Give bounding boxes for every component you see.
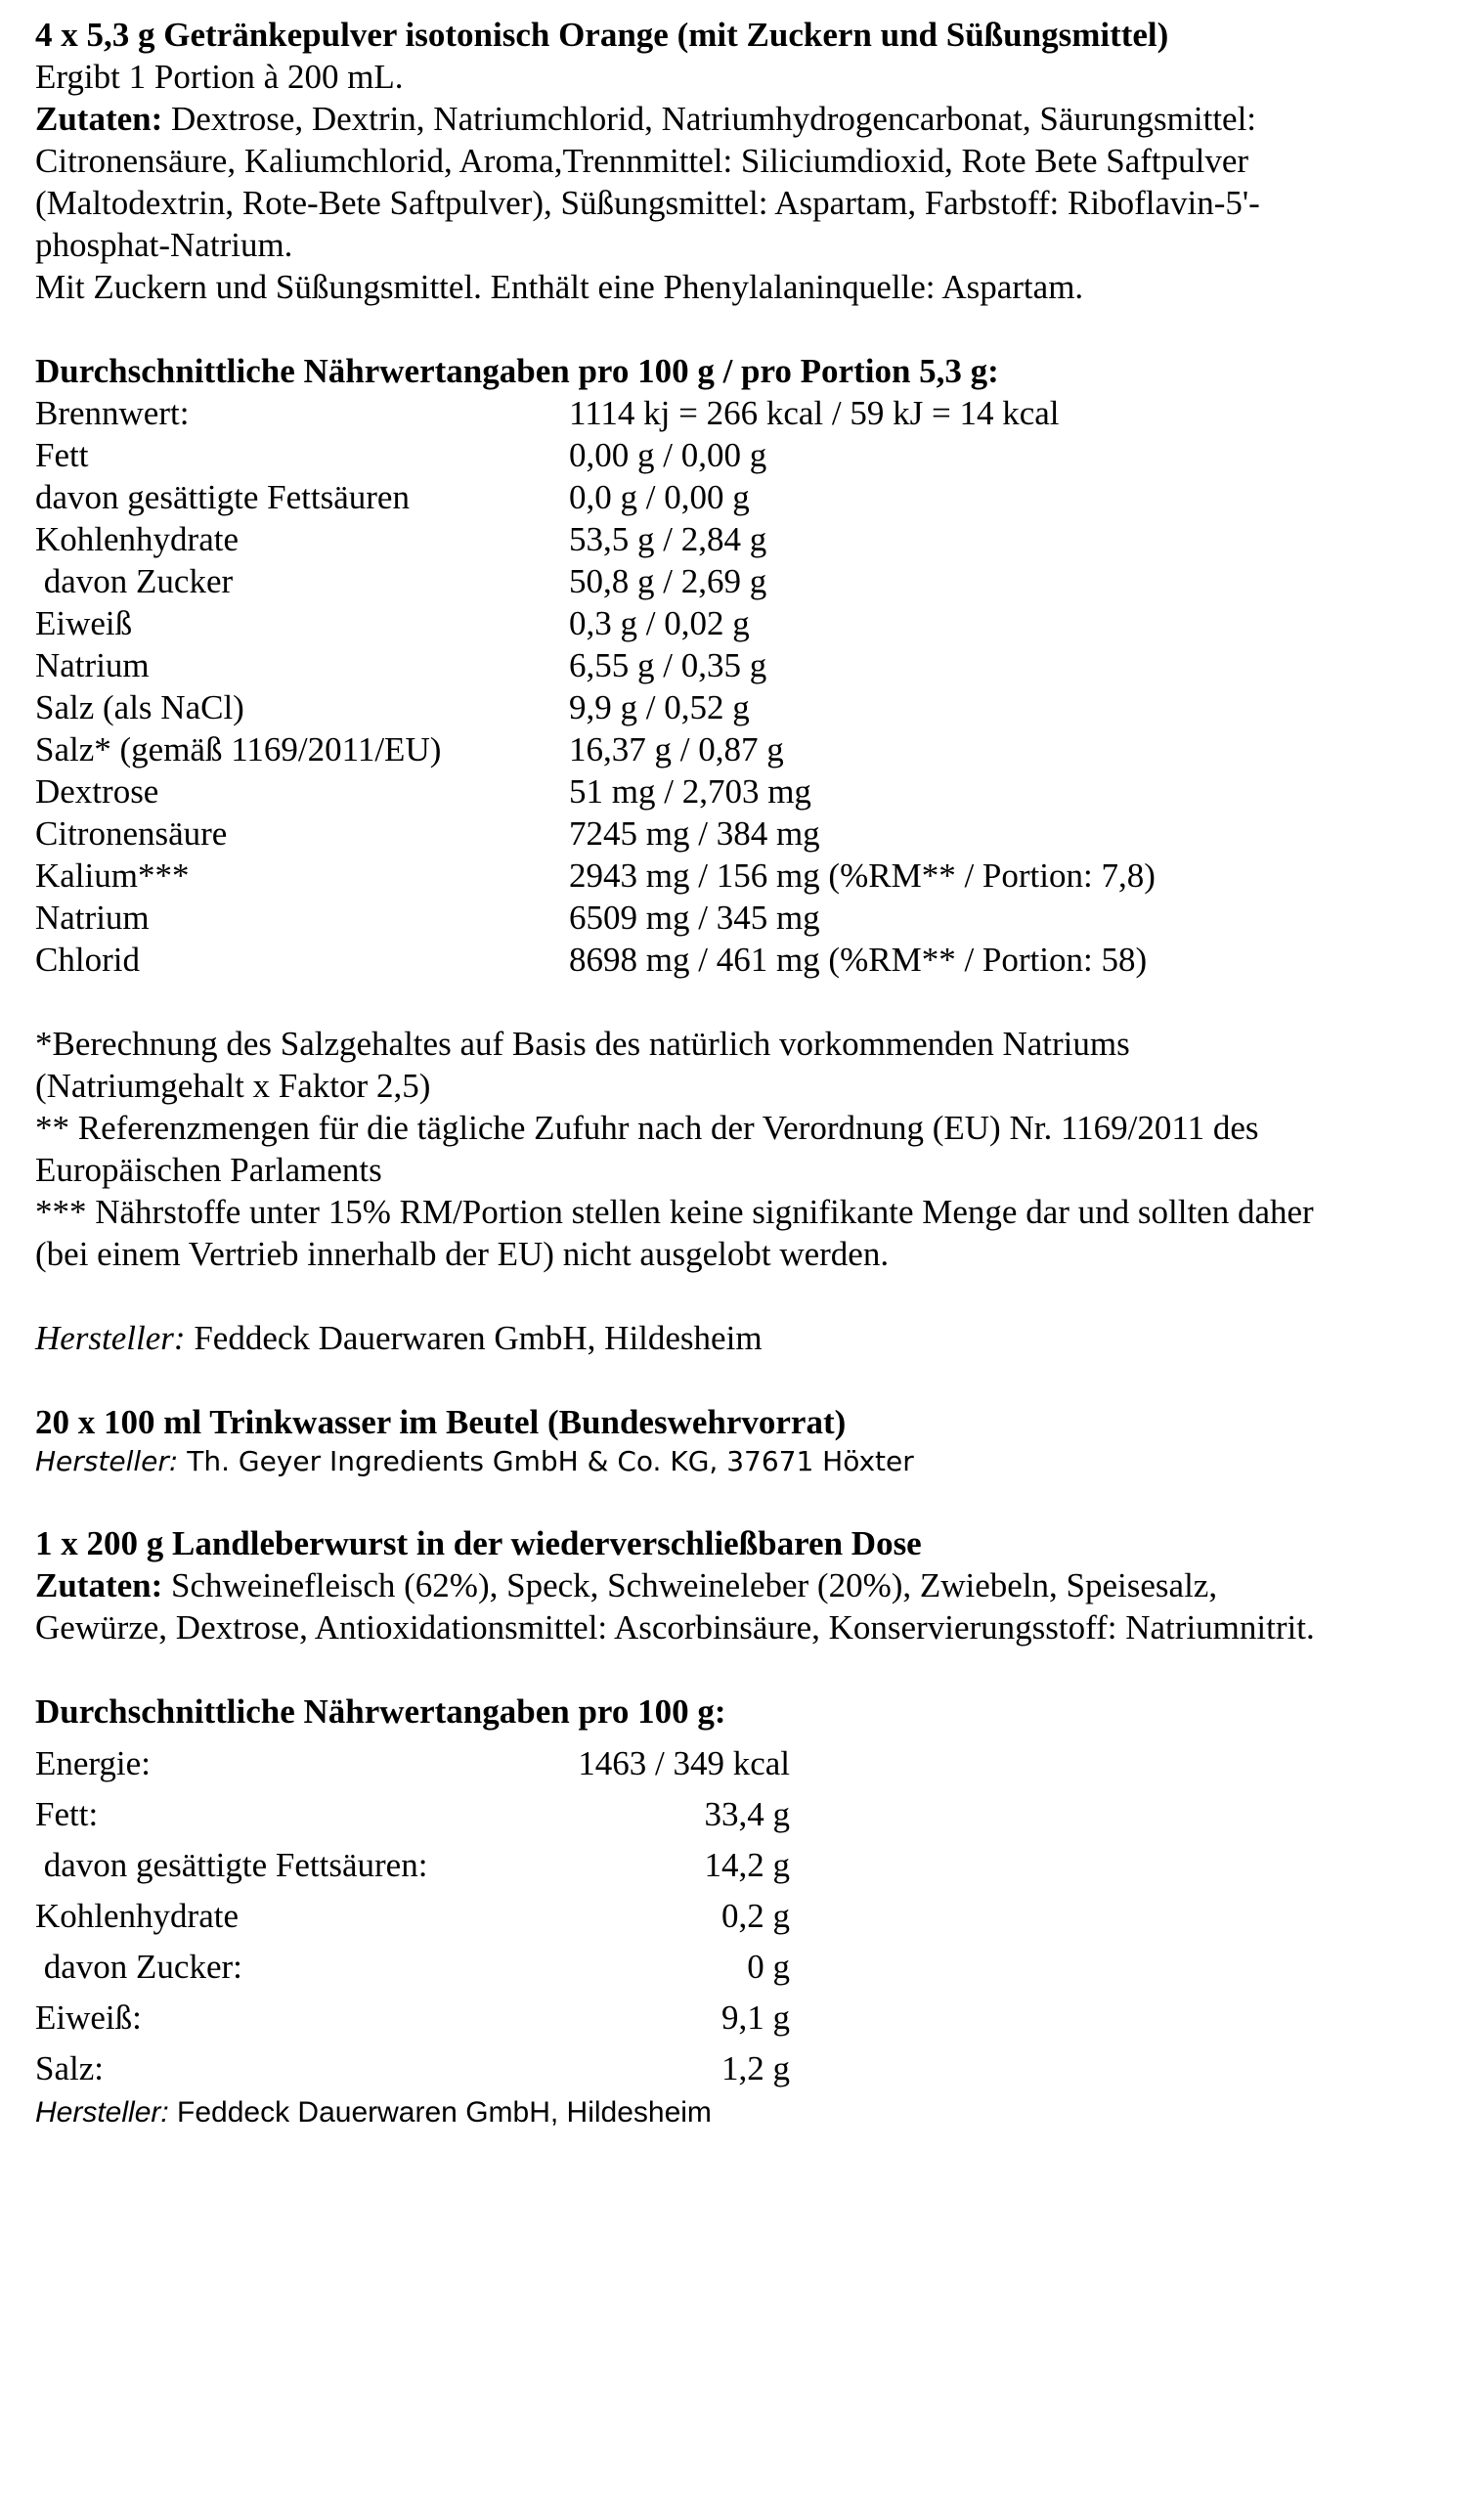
nutrient-value: 1,2 g [721, 2049, 790, 2087]
table-row [35, 518, 1156, 560]
table-row [35, 770, 1156, 812]
nutrient-value: 1114 kj = 266 kcal / 59 kJ = 14 kcal [569, 394, 1060, 432]
product-1-title: 4 x 5,3 g Getränkepulver isotonisch Orange (mit Zuckern und Süßungsmittel) [35, 16, 1169, 54]
nutrient-value: 6,55 g / 0,35 g [569, 646, 767, 684]
table-row [35, 855, 1156, 897]
nutrient-value: 16,37 g / 0,87 g [569, 730, 784, 768]
ingredients-line: Schweinefleisch (62%), Speck, Schweineleber (20%), Zwiebeln, Speisesalz, [162, 1566, 1218, 1604]
table-row [35, 1789, 790, 1840]
table-row [35, 602, 1156, 644]
nutrient-value: 6509 mg / 345 mg [569, 899, 820, 937]
nutrient-value: 53,5 g / 2,84 g [569, 520, 767, 558]
manufacturer-value: Feddeck Dauerwaren GmbH, Hildesheim [185, 1319, 763, 1357]
footnote-line: (bei einem Vertrieb innerhalb der EU) nicht ausgelobt werden. [35, 1235, 890, 1273]
product-2-manufacturer [35, 1443, 1453, 1480]
product-3-title: 1 x 200 g Landleberwurst in der wiederverschließbaren Dose [35, 1524, 922, 1562]
nutrient-value: 33,4 g [704, 1795, 790, 1833]
table-row [35, 1891, 790, 1942]
ingredients-label: Zutaten: [35, 1566, 163, 1604]
product-1-nutrition-table [35, 392, 1156, 981]
ingredients-line: Citronensäure, Kaliumchlorid, Aroma,Trennmittel: Siliciumdioxid, Rote Bete Saftpulver [35, 142, 1249, 180]
nutrient-label: Citronensäure [35, 814, 228, 853]
manufacturer-label: Hersteller: [35, 2096, 169, 2129]
ingredients-line: Gewürze, Dextrose, Antioxidationsmittel: Ascorbinsäure, Konservierungsstoff: Natriumnitrit. [35, 1608, 1315, 1647]
footnote-line: *Berechnung des Salzgehaltes auf Basis des natürlich vorkommenden Natriums [35, 1025, 1130, 1063]
nutrient-value: 0,3 g / 0,02 g [569, 604, 750, 642]
table-row [35, 2043, 790, 2094]
nutrient-value: 0,00 g / 0,00 g [569, 436, 767, 474]
table-row [35, 686, 1156, 728]
ingredients-line: phosphat-Natrium. [35, 226, 293, 264]
product-1-footnotes [35, 1023, 1453, 1275]
nutrient-label: Kohlenhydrate [35, 520, 239, 558]
product-1-note: Mit Zuckern und Süßungsmittel. Enthält eine Phenylalaninquelle: Aspartam. [35, 268, 1084, 306]
nutrient-value: 14,2 g [704, 1846, 790, 1884]
table-row [35, 644, 1156, 686]
nutrient-label: Salz: [35, 2049, 104, 2087]
nutrient-value: 7245 mg / 384 mg [569, 814, 820, 853]
ingredients-line: (Maltodextrin, Rote-Bete Saftpulver), Süßungsmittel: Aspartam, Farbstoff: Riboflavin-5'- [35, 184, 1260, 222]
table-row [35, 1942, 790, 1993]
nutrient-value: 0,0 g / 0,00 g [569, 478, 750, 516]
table-row [35, 897, 1156, 939]
product-3-nutrition-heading: Durchschnittliche Nährwertangaben pro 100 g: [35, 1692, 726, 1731]
nutrient-label: Eiweiß: [35, 1998, 142, 2037]
nutrient-label: Brennwert: [35, 394, 190, 432]
nutrient-label: Salz* (gemäß 1169/2011/EU) [35, 730, 442, 768]
nutrient-label: Salz (als NaCl) [35, 688, 244, 726]
table-row [35, 812, 1156, 855]
product-1-section [35, 14, 1453, 1359]
nutrient-value: 0,2 g [721, 1897, 790, 1935]
product-3-section [35, 1522, 1453, 2094]
nutrient-label: davon Zucker [35, 562, 234, 600]
nutrient-value: 9,1 g [721, 1998, 790, 2037]
nutrient-label: Natrium [35, 899, 150, 937]
ingredients-label: Zutaten: [35, 100, 163, 138]
table-row [35, 1738, 790, 1789]
nutrient-label: Chlorid [35, 941, 140, 979]
nutrient-value: 50,8 g / 2,69 g [569, 562, 767, 600]
document-page [35, 14, 1453, 2131]
nutrient-value: 51 mg / 2,703 mg [569, 772, 811, 811]
table-row [35, 1840, 790, 1891]
product-3-nutrition-table [35, 1738, 790, 2094]
nutrient-value: 8698 mg / 461 mg (%RM** / Portion: 58) [569, 941, 1148, 979]
ingredients-line: Dextrose, Dextrin, Natriumchlorid, Natriumhydrogencarbonat, Säurungsmittel: [162, 100, 1257, 138]
product-2-section [35, 1401, 1453, 1480]
nutrient-label: Natrium [35, 646, 150, 684]
nutrient-label: Energie: [35, 1744, 151, 1782]
footnote-line: *** Nährstoffe unter 15% RM/Portion stellen keine signifikante Menge dar und sollten daher [35, 1193, 1314, 1231]
table-row [35, 560, 1156, 602]
product-3-ingredients [35, 1564, 1453, 1648]
product-3-manufacturer [35, 2094, 1453, 2131]
product-2-title: 20 x 100 ml Trinkwasser im Beutel (Bundeswehrvorrat) [35, 1403, 847, 1441]
footnote-line: (Natriumgehalt x Faktor 2,5) [35, 1067, 431, 1105]
table-row [35, 392, 1156, 434]
nutrient-label: Kalium*** [35, 856, 190, 895]
manufacturer-label: Hersteller: [35, 1445, 179, 1477]
product-1-nutrition-heading: Durchschnittliche Nährwertangaben pro 100 g / pro Portion 5,3 g: [35, 352, 999, 390]
table-row [35, 1993, 790, 2043]
nutrient-label: Dextrose [35, 772, 159, 811]
nutrient-label: Fett [35, 436, 89, 474]
nutrient-label: davon gesättigte Fettsäuren: [35, 1846, 428, 1884]
table-row [35, 434, 1156, 476]
manufacturer-value: Th. Geyer Ingredients GmbH & Co. KG, 37671 Höxter [178, 1445, 914, 1477]
nutrient-value: 9,9 g / 0,52 g [569, 688, 750, 726]
nutrient-label: davon gesättigte Fettsäuren [35, 478, 410, 516]
nutrient-label: Eiweiß [35, 604, 133, 642]
footnote-line: ** Referenzmengen für die tägliche Zufuhr nach der Verordnung (EU) Nr. 1169/2011 des [35, 1109, 1259, 1147]
nutrient-value: 1463 / 349 kcal [578, 1744, 790, 1782]
product-1-subtitle: Ergibt 1 Portion à 200 mL. [35, 58, 404, 96]
table-row [35, 476, 1156, 518]
product-1-ingredients [35, 98, 1453, 266]
table-row [35, 728, 1156, 770]
manufacturer-label: Hersteller: [35, 1319, 186, 1357]
nutrient-label: Kohlenhydrate [35, 1897, 239, 1935]
nutrient-value: 0 g [747, 1948, 790, 1986]
footnote-line: Europäischen Parlaments [35, 1151, 382, 1189]
manufacturer-value: Feddeck Dauerwaren GmbH, Hildesheim [168, 2096, 712, 2129]
nutrient-label: davon Zucker: [35, 1948, 242, 1986]
table-row [35, 939, 1156, 981]
nutrient-value: 2943 mg / 156 mg (%RM** / Portion: 7,8) [569, 856, 1156, 895]
nutrient-label: Fett: [35, 1795, 99, 1833]
product-1-manufacturer [35, 1317, 1453, 1359]
